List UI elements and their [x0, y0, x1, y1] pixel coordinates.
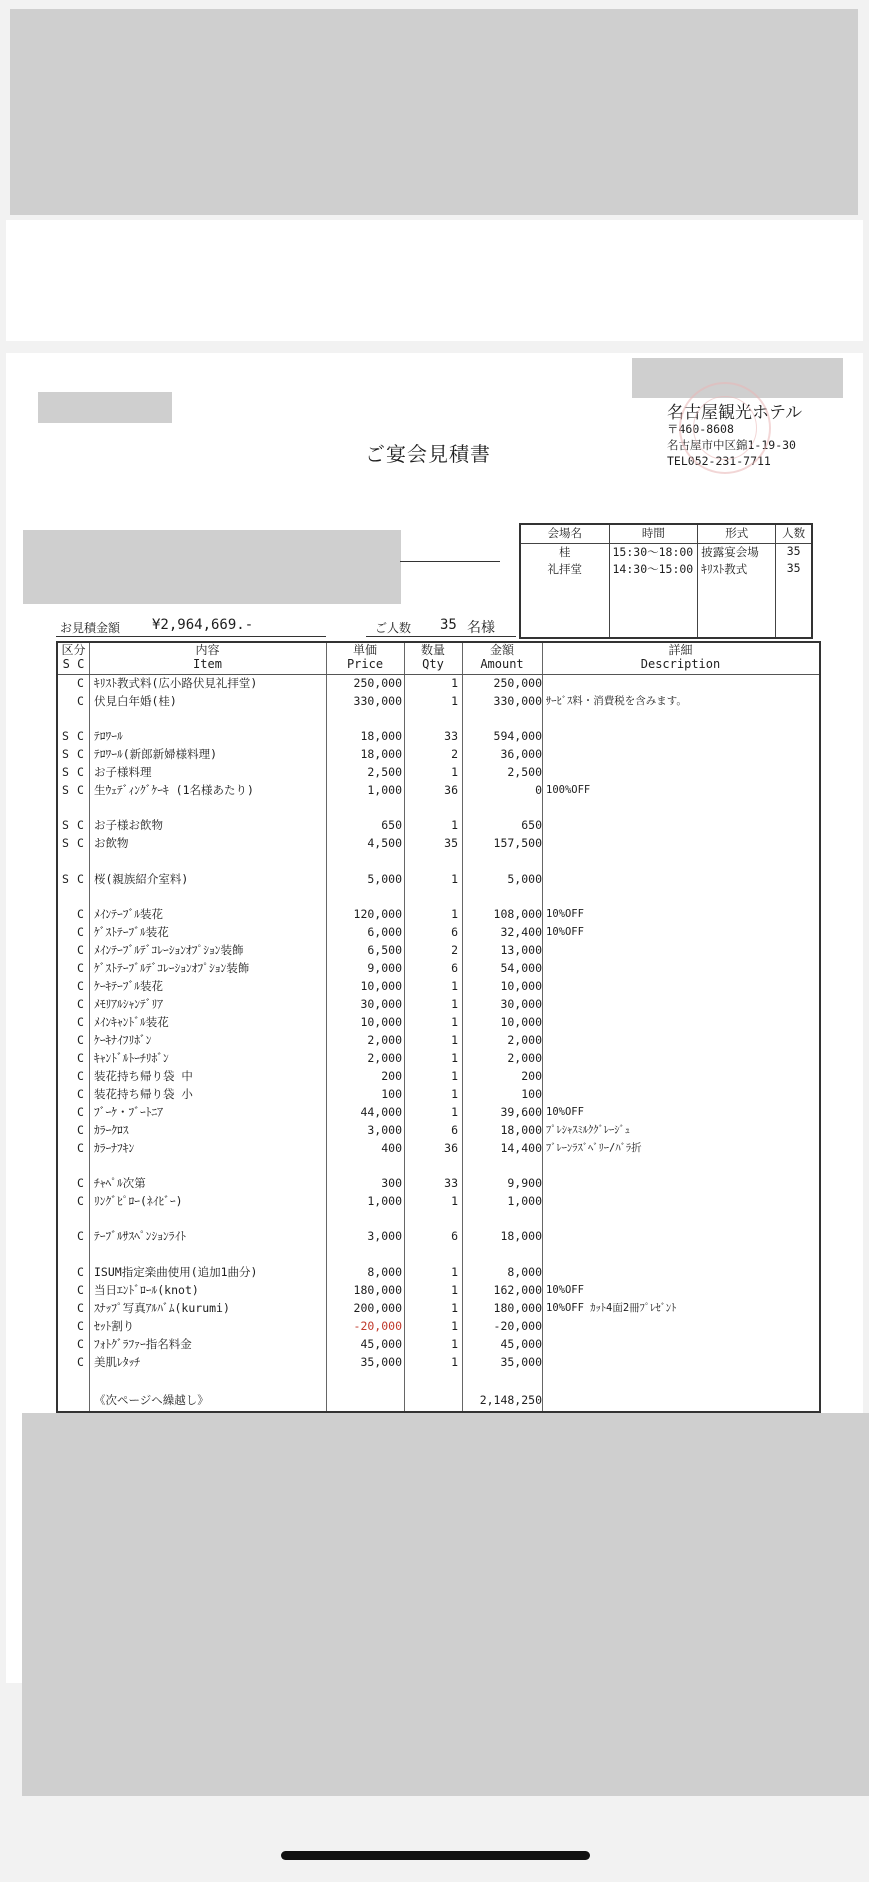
- venue-row-1-guests: 35: [776, 544, 812, 562]
- item-sc-c: C: [77, 1087, 84, 1101]
- item-qty: 1: [451, 1194, 458, 1208]
- item-name: お子様お飲物: [94, 818, 163, 832]
- item-sc-c: C: [77, 1319, 84, 1333]
- venue-header-format: 形式: [698, 524, 776, 544]
- item-price: 6,500: [367, 943, 402, 957]
- item-row: [58, 782, 819, 799]
- item-price: 1,000: [367, 1194, 402, 1208]
- item-qty: 36: [444, 1141, 458, 1155]
- item-sc-c: C: [77, 1033, 84, 1047]
- item-amount: 180,000: [493, 1301, 542, 1315]
- guests-unit: 名様: [467, 620, 495, 636]
- item-sc-c: C: [77, 1265, 84, 1279]
- item-sc-c: C: [77, 1283, 84, 1297]
- item-sc-c: C: [77, 1301, 84, 1315]
- item-qty: 1: [451, 1265, 458, 1279]
- item-name: ｶﾗｰﾅﾌｷﾝ: [94, 1141, 135, 1155]
- item-qty: 33: [444, 1176, 458, 1190]
- item-price: 10,000: [360, 1015, 402, 1029]
- item-price: 18,000: [360, 747, 402, 761]
- item-name: ｹﾞｽﾄﾃｰﾌﾞﾙﾃﾞｺﾚｰｼｮﾝｵﾌﾟｼｮﾝ装飾: [94, 961, 250, 975]
- item-qty: 6: [451, 1123, 458, 1137]
- hotel-address: 名古屋市中区錦1-19-30: [667, 438, 796, 452]
- header-sc-en: S C: [62, 657, 85, 671]
- item-row: [58, 942, 819, 959]
- venue-row-1-format: 披露宴会場: [698, 544, 776, 562]
- header-amount-en: Amount: [480, 657, 524, 671]
- header-desc-en: Description: [640, 657, 721, 671]
- venue-row-2-guests: 35: [776, 561, 812, 578]
- redacted-recipient-name: [23, 530, 401, 604]
- item-amount: 36,000: [500, 747, 542, 761]
- item-amount: 32,400: [500, 925, 542, 939]
- item-qty: 1: [451, 997, 458, 1011]
- item-amount: 162,000: [493, 1283, 542, 1297]
- items-table: [56, 641, 821, 1413]
- item-sc-c: C: [77, 1015, 84, 1029]
- item-price: 4,500: [367, 836, 402, 850]
- item-sc-s: S: [62, 747, 69, 761]
- item-price: 200: [381, 1069, 402, 1083]
- item-name: ﾌﾞｰｹ・ﾌﾞｰﾄﾆｱ: [94, 1105, 163, 1119]
- venue-header-guests: 人数: [776, 524, 812, 544]
- item-sc-c: C: [77, 783, 84, 797]
- item-qty: 1: [451, 907, 458, 921]
- item-qty: 1: [451, 1301, 458, 1315]
- redacted-top-block: [10, 9, 858, 215]
- item-name: ﾘﾝｸﾞﾋﾟﾛｰ(ﾈｲﾋﾞｰ): [94, 1194, 183, 1208]
- item-row: [58, 1032, 819, 1049]
- item-row: [58, 996, 819, 1013]
- item-amount: 2,000: [507, 1033, 542, 1047]
- header-sc: [58, 643, 89, 675]
- item-qty: 1: [451, 765, 458, 779]
- item-row: [58, 1068, 819, 1085]
- item-description: 10%OFF ｶｯﾄ4面2冊ﾌﾟﾚｾﾞﾝﾄ: [546, 1302, 677, 1314]
- item-amount: 650: [521, 818, 542, 832]
- item-row: [58, 1175, 819, 1192]
- header-amount: [462, 643, 542, 675]
- item-qty: 1: [451, 818, 458, 832]
- redacted-bottom-block: [22, 1413, 869, 1796]
- item-name: ｾｯﾄ割り: [94, 1319, 135, 1333]
- item-name: ｽﾅｯﾌﾟ写真ｱﾙﾊﾞﾑ(kurumi): [94, 1301, 230, 1315]
- item-price: -20,000: [353, 1319, 402, 1333]
- item-row: [58, 960, 819, 977]
- item-description: 10%OFF: [546, 1106, 584, 1118]
- item-sc-c: C: [77, 747, 84, 761]
- home-indicator[interactable]: [281, 1851, 590, 1860]
- item-name: 生ｳｪﾃﾞｨﾝｸﾞｹｰｷ (1名様あたり): [94, 783, 254, 797]
- item-row: [58, 1086, 819, 1103]
- item-amount: 30,000: [500, 997, 542, 1011]
- item-amount: 18,000: [500, 1229, 542, 1243]
- item-price: 8,000: [367, 1265, 402, 1279]
- item-row: [58, 728, 819, 745]
- item-amount: -20,000: [493, 1319, 542, 1333]
- item-amount: 2,500: [507, 765, 542, 779]
- item-amount: 0: [535, 783, 542, 797]
- item-name: 美肌ﾚﾀｯﾁ: [94, 1355, 140, 1369]
- header-qty-en: Qty: [422, 657, 444, 671]
- item-row: [58, 693, 819, 710]
- item-amount: 9,900: [507, 1176, 542, 1190]
- item-description: 10%OFF: [546, 908, 584, 920]
- item-name: ﾃｰﾌﾞﾙｻｽﾍﾟﾝｼｮﾝﾗｲﾄ: [94, 1229, 186, 1243]
- item-price: 5,000: [367, 872, 402, 886]
- item-qty: 6: [451, 925, 458, 939]
- item-row: [58, 924, 819, 941]
- item-name: ｷｬﾝﾄﾞﾙﾄｰﾁﾘﾎﾞﾝ: [94, 1051, 169, 1065]
- item-name: お飲物: [94, 836, 129, 850]
- item-name: ｹﾞｽﾄﾃｰﾌﾞﾙ装花: [94, 925, 169, 939]
- item-price: 30,000: [360, 997, 402, 1011]
- item-row: [58, 1140, 819, 1157]
- item-row: [58, 1282, 819, 1299]
- venue-row-1-time: 15:30～18:00: [609, 544, 698, 562]
- venue-row-2-name: 礼拝堂: [520, 561, 609, 578]
- blank-page-card: [6, 220, 863, 341]
- carry-forward-row: [58, 1392, 819, 1409]
- item-amount: 13,000: [500, 943, 542, 957]
- item-qty: 2: [451, 943, 458, 957]
- item-description: ｻｰﾋﾞｽ料・消費税を含みます。: [546, 695, 687, 707]
- item-price: 2,500: [367, 765, 402, 779]
- document-title: ご宴会見積書: [365, 442, 491, 466]
- item-qty: 6: [451, 1229, 458, 1243]
- recipient-underline: [400, 561, 500, 562]
- item-row: [58, 1122, 819, 1139]
- item-sc-c: C: [77, 836, 84, 850]
- item-row: [58, 978, 819, 995]
- item-sc-c: C: [77, 1069, 84, 1083]
- item-description: ﾌﾞﾚｰﾝﾗｽﾞﾍﾞﾘｰ/ﾊﾞﾗ折: [546, 1142, 642, 1154]
- item-price: 1,000: [367, 783, 402, 797]
- item-sc-s: S: [62, 783, 69, 797]
- item-name: ｷﾘｽﾄ教式料(広小路伏見礼拝堂): [94, 676, 258, 690]
- item-row: [58, 835, 819, 852]
- header-amount-jp: 金額: [489, 643, 514, 657]
- item-amount: 157,500: [493, 836, 542, 850]
- item-sc-s: S: [62, 729, 69, 743]
- item-price: 100: [381, 1087, 402, 1101]
- item-sc-c: C: [77, 1337, 84, 1351]
- item-price: 3,000: [367, 1229, 402, 1243]
- item-price: 10,000: [360, 979, 402, 993]
- item-sc-c: C: [77, 1229, 84, 1243]
- item-qty: 1: [451, 1015, 458, 1029]
- item-name: ﾒｲﾝﾃｰﾌﾞﾙﾃﾞｺﾚｰｼｮﾝｵﾌﾟｼｮﾝ装飾: [94, 943, 244, 957]
- item-name: ﾌｫﾄｸﾞﾗﾌｧｰ指名料金: [94, 1337, 192, 1351]
- item-price: 44,000: [360, 1105, 402, 1119]
- item-name: お子様料理: [94, 765, 152, 779]
- item-name: ﾒﾓﾘｱﾙｼｬﾝﾃﾞﾘｱ: [94, 997, 163, 1011]
- item-row: [58, 675, 819, 692]
- venue-row-2-format: ｷﾘｽﾄ教式: [698, 561, 776, 578]
- item-qty: 1: [451, 1051, 458, 1065]
- item-qty: 36: [444, 783, 458, 797]
- item-amount: 1,000: [507, 1194, 542, 1208]
- item-name: ｹｰｷﾅｲﾌﾘﾎﾞﾝ: [94, 1033, 152, 1047]
- item-qty: 33: [444, 729, 458, 743]
- item-amount: 39,600: [500, 1105, 542, 1119]
- item-name: ﾒｲﾝｷｬﾝﾄﾞﾙ装花: [94, 1015, 169, 1029]
- item-amount: 2,000: [507, 1051, 542, 1065]
- item-amount: 200: [521, 1069, 542, 1083]
- item-row: [58, 1193, 819, 1210]
- item-description: ﾌﾟﾚｼｬｽﾐﾙｸｸﾞﾚｰｼﾞｭ: [546, 1124, 630, 1136]
- item-sc-c: C: [77, 1051, 84, 1065]
- item-sc-c: C: [77, 997, 84, 1011]
- item-sc-s: S: [62, 765, 69, 779]
- item-description: 10%OFF: [546, 1284, 584, 1296]
- item-amount: 100: [521, 1087, 542, 1101]
- item-price: 650: [381, 818, 402, 832]
- item-amount: 14,400: [500, 1141, 542, 1155]
- item-qty: 1: [451, 1069, 458, 1083]
- item-qty: 1: [451, 1105, 458, 1119]
- hotel-postal: 〒460-8608: [667, 422, 734, 436]
- item-sc-c: C: [77, 907, 84, 921]
- item-qty: 1: [451, 1355, 458, 1369]
- item-qty: 1: [451, 1283, 458, 1297]
- item-amount: 594,000: [493, 729, 542, 743]
- item-price: 6,000: [367, 925, 402, 939]
- item-price: 9,000: [367, 961, 402, 975]
- item-amount: 250,000: [493, 676, 542, 690]
- item-name: ｶﾗｰｸﾛｽ: [94, 1123, 129, 1137]
- header-desc-jp: 詳細: [668, 643, 693, 657]
- item-name: ISUM指定楽曲使用(追加1曲分): [94, 1265, 258, 1279]
- item-qty: 1: [451, 1033, 458, 1047]
- item-amount: 108,000: [493, 907, 542, 921]
- venue-row-1-name: 桂: [520, 544, 609, 562]
- item-row: [58, 746, 819, 763]
- item-price: 200,000: [353, 1301, 402, 1315]
- item-qty: 6: [451, 961, 458, 975]
- estimate-underline: [56, 636, 326, 637]
- item-sc-s: S: [62, 818, 69, 832]
- item-price: 330,000: [353, 694, 402, 708]
- item-price: 400: [381, 1141, 402, 1155]
- redacted-header-left: [38, 392, 172, 423]
- item-sc-c: C: [77, 694, 84, 708]
- item-sc-c: C: [77, 1141, 84, 1155]
- guests-label: ご人数: [375, 621, 412, 635]
- header-item: [89, 643, 326, 675]
- header-qty: [404, 643, 462, 675]
- item-price: 45,000: [360, 1337, 402, 1351]
- item-name: ﾁｬﾍﾟﾙ次第: [94, 1176, 146, 1190]
- item-row: [58, 1264, 819, 1281]
- item-name: 桜(親族紹介室料): [94, 872, 189, 886]
- venue-header-name: 会場名: [520, 524, 609, 544]
- item-price: 2,000: [367, 1051, 402, 1065]
- item-price: 18,000: [360, 729, 402, 743]
- estimate-value: ¥2,964,669.-: [152, 617, 254, 633]
- item-price: 250,000: [353, 676, 402, 690]
- item-qty: 1: [451, 1337, 458, 1351]
- item-price: 120,000: [353, 907, 402, 921]
- hotel-name: 名古屋観光ホテル: [667, 403, 803, 423]
- item-row: [58, 817, 819, 834]
- item-row: [58, 1050, 819, 1067]
- item-qty: 2: [451, 747, 458, 761]
- item-sc-s: S: [62, 836, 69, 850]
- item-amount: 10,000: [500, 1015, 542, 1029]
- item-name: ﾒｲﾝﾃｰﾌﾞﾙ装花: [94, 907, 163, 921]
- item-row: [58, 1336, 819, 1353]
- item-amount: 45,000: [500, 1337, 542, 1351]
- venue-header-time: 時間: [609, 524, 698, 544]
- item-name: ｹｰｷﾃｰﾌﾞﾙ装花: [94, 979, 163, 993]
- item-amount: 8,000: [507, 1265, 542, 1279]
- item-amount: 10,000: [500, 979, 542, 993]
- item-row: [58, 1318, 819, 1335]
- guests-underline: [366, 636, 516, 637]
- item-price: 300: [381, 1176, 402, 1190]
- item-sc-c: C: [77, 925, 84, 939]
- item-row: [58, 1228, 819, 1245]
- item-qty: 1: [451, 694, 458, 708]
- item-price: 3,000: [367, 1123, 402, 1137]
- item-sc-c: C: [77, 676, 84, 690]
- item-row: [58, 906, 819, 923]
- item-qty: 1: [451, 979, 458, 993]
- item-qty: 35: [444, 836, 458, 850]
- carry-forward-label: 《次ページへ繰越し》: [94, 1393, 209, 1407]
- hotel-tel: TEL052-231-7711: [667, 454, 771, 468]
- item-qty: 1: [451, 1319, 458, 1333]
- item-row: [58, 1300, 819, 1317]
- guests-value: 35: [440, 617, 457, 633]
- item-name: ﾃﾛﾜｰﾙ(新郎新婦様料理): [94, 747, 218, 761]
- item-price: 2,000: [367, 1033, 402, 1047]
- item-amount: 35,000: [500, 1355, 542, 1369]
- item-description: 100%OFF: [546, 784, 591, 796]
- item-row: [58, 764, 819, 781]
- venue-table: [519, 523, 813, 639]
- item-amount: 330,000: [493, 694, 542, 708]
- item-sc-c: C: [77, 1176, 84, 1190]
- item-sc-c: C: [77, 729, 84, 743]
- item-row: [58, 871, 819, 888]
- item-sc-c: C: [77, 1123, 84, 1137]
- header-price-en: Price: [346, 657, 384, 671]
- item-name: 伏見白年婚(桂): [94, 694, 177, 708]
- item-sc-c: C: [77, 979, 84, 993]
- item-row: [58, 1354, 819, 1371]
- item-row: [58, 1014, 819, 1031]
- item-qty: 1: [451, 676, 458, 690]
- header-price: [326, 643, 404, 675]
- item-amount: 18,000: [500, 1123, 542, 1137]
- item-sc-c: C: [77, 1355, 84, 1369]
- header-description: [542, 643, 819, 675]
- item-sc-c: C: [77, 818, 84, 832]
- item-price: 35,000: [360, 1355, 402, 1369]
- item-sc-c: C: [77, 765, 84, 779]
- item-sc-c: C: [77, 943, 84, 957]
- item-sc-c: C: [77, 872, 84, 886]
- hotel-seal-stamp: [679, 382, 771, 474]
- item-sc-s: S: [62, 872, 69, 886]
- item-name: ﾃﾛﾜｰﾙ: [94, 729, 123, 743]
- item-row: [58, 1104, 819, 1121]
- header-item-en: Item: [193, 657, 222, 671]
- header-qty-jp: 数量: [420, 643, 445, 657]
- item-amount: 5,000: [507, 872, 542, 886]
- item-sc-c: C: [77, 1105, 84, 1119]
- item-name: 装花持ち帰り袋 小: [94, 1087, 193, 1101]
- item-qty: 1: [451, 872, 458, 886]
- estimate-label: お見積金額: [60, 621, 121, 635]
- item-sc-c: C: [77, 961, 84, 975]
- header-price-jp: 単価: [352, 643, 377, 657]
- carry-forward-amount: 2,148,250: [479, 1393, 542, 1407]
- header-sc-jp: 区分: [61, 643, 86, 657]
- venue-row-2-time: 14:30～15:00: [609, 561, 698, 578]
- item-description: 10%OFF: [546, 926, 584, 938]
- item-sc-c: C: [77, 1194, 84, 1208]
- item-price: 180,000: [353, 1283, 402, 1297]
- item-name: 装花持ち帰り袋 中: [94, 1069, 193, 1083]
- item-amount: 54,000: [500, 961, 542, 975]
- item-qty: 1: [451, 1087, 458, 1101]
- header-item-jp: 内容: [195, 643, 220, 657]
- item-name: 当日ｴﾝﾄﾞﾛｰﾙ(knot): [94, 1283, 199, 1297]
